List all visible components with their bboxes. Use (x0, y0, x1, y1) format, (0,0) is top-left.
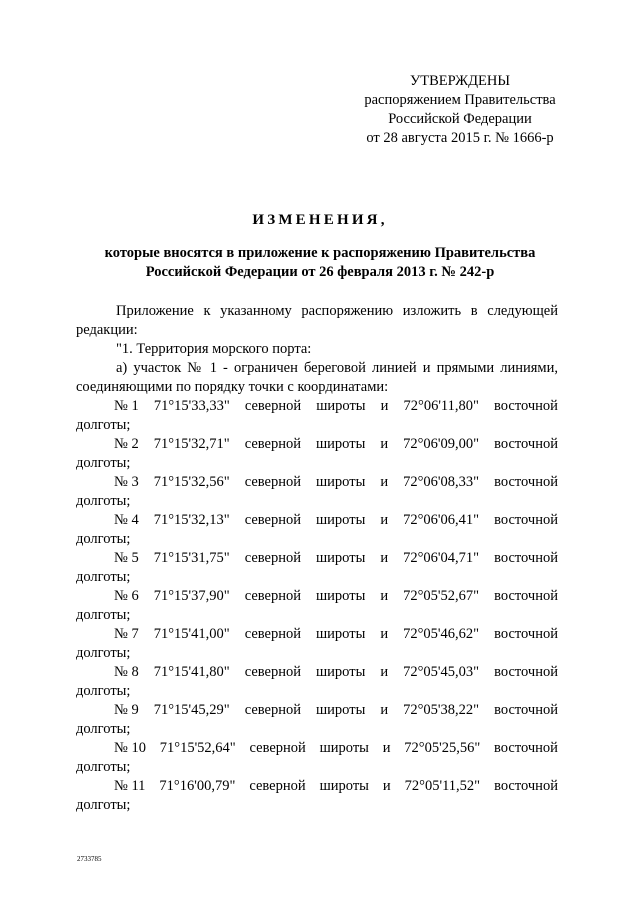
longitude-value: 72°06'11,80" (403, 398, 479, 414)
and-word: и (380, 664, 389, 680)
point-number: № 11 (114, 778, 146, 794)
point-number: № 2 (114, 436, 139, 452)
longitude-word: долготы; (76, 721, 131, 737)
approval-heading: УТВЕРЖДЕНЫ (409, 73, 511, 89)
coordinate-row (76, 511, 558, 530)
and-word: и (380, 436, 389, 452)
east-word: восточной (494, 702, 558, 718)
coordinate-point (76, 777, 558, 815)
coordinate-row (76, 777, 558, 796)
east-word: восточной (494, 436, 558, 452)
latitude-value: 71°15'31,75" (153, 550, 230, 566)
document-title: ИЗМЕНЕНИЯ, (252, 212, 388, 228)
latitude-word: широты (316, 512, 366, 528)
and-word: и (380, 588, 389, 604)
latitude-word: широты (316, 474, 366, 490)
longitude-word: долготы; (76, 683, 131, 699)
document-subtitle (70, 244, 570, 282)
latitude-value: 71°15'45,29" (153, 702, 230, 718)
longitude-word: долготы; (76, 531, 131, 547)
north-word: северной (244, 702, 301, 718)
east-word: восточной (494, 550, 558, 566)
north-word: северной (244, 436, 301, 452)
longitude-word: долготы; (76, 797, 131, 813)
coordinate-point (76, 435, 558, 473)
item-a-paragraph: а) участок № 1 - ограничен береговой линией и прямыми линиями, соединяющими по порядку точки с координатами: (76, 360, 558, 395)
north-word: северной (244, 588, 301, 604)
east-word: восточной (494, 474, 558, 490)
section-heading: "1. Территория морского порта: (116, 341, 312, 357)
coordinate-row (76, 663, 558, 682)
north-word: северной (244, 474, 301, 490)
coordinate-list (76, 397, 558, 815)
point-number: № 10 (114, 740, 146, 756)
intro-paragraph: Приложение к указанному распоряжению изложить в следующей редакции: (76, 303, 558, 338)
point-number: № 3 (114, 474, 139, 490)
east-word: восточной (494, 664, 558, 680)
east-word: восточной (494, 398, 558, 414)
longitude-word: долготы; (76, 645, 131, 661)
coordinate-row (76, 587, 558, 606)
latitude-value: 71°15'37,90" (153, 588, 230, 604)
and-word: и (380, 512, 389, 528)
coordinate-row (76, 625, 558, 644)
coordinate-point (76, 397, 558, 435)
latitude-word: широты (319, 778, 369, 794)
north-word: северной (244, 550, 301, 566)
point-number: № 7 (114, 626, 139, 642)
north-word: северной (244, 512, 301, 528)
north-word: северной (244, 626, 301, 642)
latitude-word: широты (316, 702, 366, 718)
longitude-word: долготы; (76, 455, 131, 471)
latitude-value: 71°15'41,00" (153, 626, 230, 642)
coordinate-row (76, 435, 558, 454)
longitude-value: 72°06'08,33" (403, 474, 480, 490)
longitude-value: 72°05'11,52" (404, 778, 481, 794)
point-number: № 6 (114, 588, 139, 604)
and-word: и (382, 778, 391, 794)
and-word: и (382, 740, 391, 756)
document-id: 2733785 (77, 855, 102, 863)
coordinate-point (76, 739, 558, 777)
point-number: № 9 (114, 702, 139, 718)
point-number: № 8 (114, 664, 139, 680)
point-number: № 4 (114, 512, 139, 528)
point-number: № 5 (114, 550, 139, 566)
latitude-value: 71°15'32,13" (153, 512, 230, 528)
longitude-word: долготы; (76, 759, 131, 775)
north-word: северной (244, 664, 301, 680)
latitude-value: 71°15'32,71" (153, 436, 230, 452)
latitude-word: широты (316, 626, 366, 642)
coordinate-row (76, 397, 558, 416)
longitude-value: 72°05'52,67" (403, 588, 480, 604)
latitude-word: широты (316, 436, 366, 452)
longitude-value: 72°06'04,71" (403, 550, 480, 566)
east-word: восточной (494, 740, 558, 756)
latitude-word: широты (319, 740, 369, 756)
east-word: восточной (494, 588, 558, 604)
latitude-word: широты (316, 588, 366, 604)
coordinate-row (76, 701, 558, 720)
approval-line-4: от 28 августа 2015 г. № 1666-р (366, 130, 554, 146)
and-word: и (380, 702, 389, 718)
approval-block (340, 72, 580, 148)
longitude-value: 72°06'06,41" (403, 512, 480, 528)
coordinate-point (76, 701, 558, 739)
longitude-value: 72°05'25,56" (404, 740, 481, 756)
approval-line-2: распоряжением Правительства (364, 92, 556, 108)
coordinate-point (76, 473, 558, 511)
north-word: северной (249, 778, 306, 794)
latitude-word: широты (316, 664, 366, 680)
document-body (76, 302, 558, 815)
longitude-word: долготы; (76, 417, 131, 433)
and-word: и (380, 550, 389, 566)
longitude-word: долготы; (76, 607, 131, 623)
and-word: и (380, 474, 389, 490)
coordinate-point (76, 549, 558, 587)
east-word: восточной (494, 626, 558, 642)
coordinate-point (76, 625, 558, 663)
approval-line-3: Российской Федерации (388, 111, 532, 127)
east-word: восточной (494, 512, 558, 528)
latitude-word: широты (316, 398, 366, 414)
coordinate-row (76, 473, 558, 492)
subtitle-line-1: которые вносятся в приложение к распоряжению Правительства (104, 245, 536, 261)
longitude-word: долготы; (76, 569, 131, 585)
latitude-value: 71°15'41,80" (153, 664, 230, 680)
longitude-value: 72°05'45,03" (403, 664, 480, 680)
north-word: северной (249, 740, 306, 756)
latitude-word: широты (316, 550, 366, 566)
coordinate-row (76, 739, 558, 758)
north-word: северной (244, 398, 302, 414)
longitude-value: 72°06'09,00" (403, 436, 480, 452)
subtitle-line-2: Российской Федерации от 26 февраля 2013 г. № 242-р (145, 264, 495, 280)
latitude-value: 71°15'52,64" (159, 740, 236, 756)
longitude-word: долготы; (76, 493, 131, 509)
latitude-value: 71°15'32,56" (153, 474, 230, 490)
point-number: № 1 (114, 398, 139, 414)
coordinate-point (76, 663, 558, 701)
latitude-value: 71°16'00,79" (159, 778, 236, 794)
coordinate-point (76, 511, 558, 549)
and-word: и (380, 626, 389, 642)
coordinate-row (76, 549, 558, 568)
longitude-value: 72°05'46,62" (403, 626, 480, 642)
and-word: и (380, 398, 389, 414)
east-word: восточной (494, 778, 558, 794)
coordinate-point (76, 587, 558, 625)
longitude-value: 72°05'38,22" (403, 702, 480, 718)
latitude-value: 71°15'33,33" (153, 398, 230, 414)
